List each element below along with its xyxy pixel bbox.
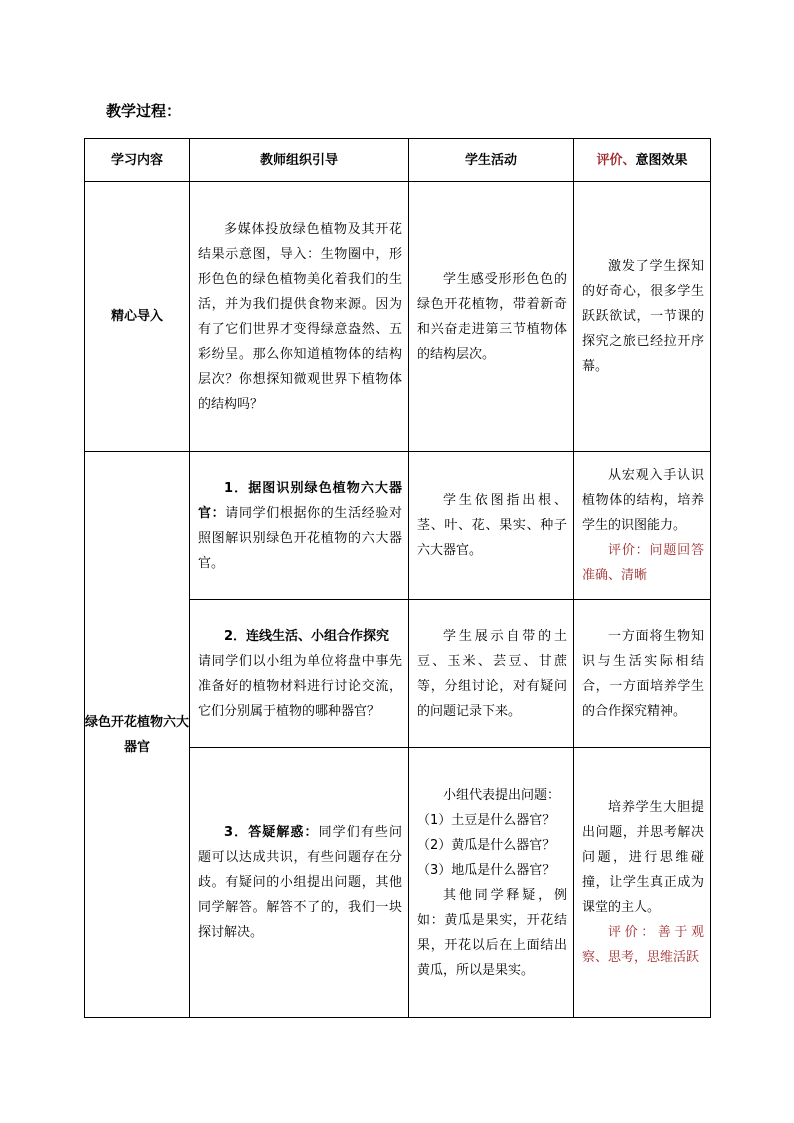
step-title: 1．据图识别绿色植物六大器官： bbox=[198, 480, 402, 521]
header-student: 学生活动 bbox=[409, 139, 574, 182]
section-title: 教学过程： bbox=[106, 102, 182, 120]
question-3: （3）地瓜是什么器官？ bbox=[417, 862, 556, 878]
teacher-text: 请同学们根据你的生活经验对照图解识别绿色开花植物的六大器官。 bbox=[198, 505, 402, 571]
step-title: 2．连线生活、小组合作探究 bbox=[224, 628, 390, 644]
student-text: 学生感受形形色色的绿色开花植物，带着新奇和兴奋走进第三节植物体的结构层次。 bbox=[417, 271, 567, 362]
student-answer: 其他同学释疑，例如：黄瓜是果实，开花结果，开花以后在上面结出黄瓜，所以是果实。 bbox=[417, 887, 567, 978]
teacher-text: 请同学们以小组为单位将盘中事先准备好的植物材料进行讨论交流，它们分别属于植物的哪种器官？ bbox=[198, 653, 402, 719]
teacher-cell bbox=[190, 452, 409, 600]
effect-cell bbox=[574, 748, 711, 1018]
effect-text: 从宏观入手认识植物体的结构，培养学生的识图能力。 bbox=[582, 468, 704, 533]
header-content: 学习内容 bbox=[85, 139, 190, 182]
eval-text: 评价：善于观察、思考，思维活跃 bbox=[582, 925, 704, 965]
teacher-cell bbox=[190, 748, 409, 1018]
effect-cell bbox=[574, 182, 711, 452]
step-title: 3．答疑解惑： bbox=[224, 825, 319, 840]
effect-text: 激发了学生探知的好奇心，很多学生跃跃欲试，一节课的探究之旅已经拉开序幕。 bbox=[582, 259, 704, 374]
effect-cell bbox=[574, 600, 711, 748]
student-cell bbox=[409, 452, 574, 600]
eval-text: 评价：问题回答准确、清晰 bbox=[582, 543, 704, 583]
header-teacher: 教师组织引导 bbox=[190, 139, 409, 182]
category-organs: 绿色开花植物六大器官 bbox=[85, 452, 190, 1018]
teacher-cell bbox=[190, 600, 409, 748]
table-header-row bbox=[85, 139, 711, 182]
effect-text: 培养学生大胆提出问题，并思考解决问题，进行思维碰撞，让学生真正成为课堂的主人。 bbox=[582, 800, 704, 915]
table-row bbox=[85, 182, 711, 452]
student-cell bbox=[409, 182, 574, 452]
student-cell bbox=[409, 748, 574, 1018]
header-eval-red: 评价、 bbox=[596, 152, 636, 168]
student-text: 学生依图指出根、茎、叶、花、果实、种子六大器官。 bbox=[417, 493, 567, 558]
effect-text: 一方面将生物知识与生活实际相结合，一方面培养学生的合作探究精神。 bbox=[582, 628, 704, 719]
header-eval-black: 意图效果 bbox=[635, 152, 688, 168]
header-eval bbox=[574, 139, 711, 182]
teacher-text: 同学们有些问题可以达成共识，有些问题存在分歧。有疑问的小组提出问题，其他同学解答。解答不了的，我们一块探讨解决。 bbox=[198, 825, 402, 940]
question-1: （1）土豆是什么器官？ bbox=[417, 812, 556, 828]
teacher-text: 多媒体投放绿色植物及其开花结果示意图，导入：生物圈中，形形色色的绿色植物美化着我们的生活，并为我们提供食物来源。因为有了它们世界才变得绿意盎然、五彩纷呈。那么你知道植物体的结构层次？你想探知微观世界下植物体的结构吗？ bbox=[198, 221, 402, 412]
question-2: （2）黄瓜是什么器官？ bbox=[417, 837, 556, 853]
teacher-cell bbox=[190, 182, 409, 452]
student-cell bbox=[409, 600, 574, 748]
category-intro: 精心导入 bbox=[85, 182, 190, 452]
table-row bbox=[85, 452, 711, 600]
effect-cell bbox=[574, 452, 711, 600]
student-text: 学生展示自带的土豆、玉米、芸豆、甘蔗等，分组讨论，对有疑问的问题记录下来。 bbox=[417, 628, 567, 719]
teaching-process-table bbox=[84, 138, 711, 1018]
student-intro: 小组代表提出问题： bbox=[443, 787, 561, 803]
